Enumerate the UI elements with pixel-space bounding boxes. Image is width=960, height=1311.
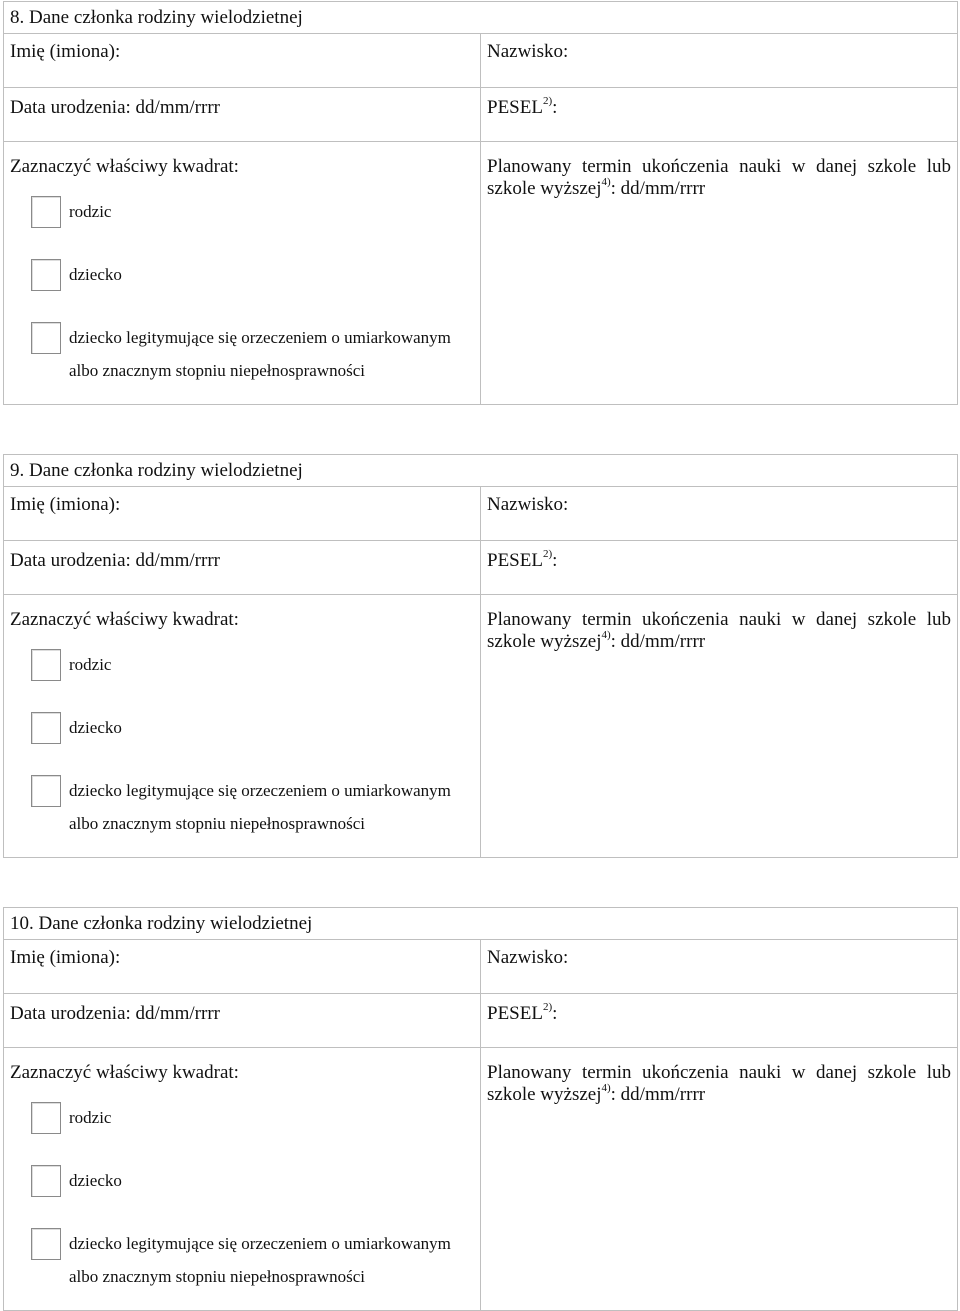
birth-date-label: Data urodzenia: dd/mm/rrrr [10, 97, 220, 118]
pesel-footnote-ref: 2) [542, 547, 553, 560]
planned-graduation-field[interactable] [481, 1048, 957, 1310]
birth-pesel-row [4, 994, 957, 1048]
checkbox-rodzic[interactable] [31, 196, 61, 228]
first-name-field[interactable] [4, 940, 481, 993]
first-name-label: Imię (imiona): [10, 41, 121, 62]
pesel-colon: : [552, 97, 558, 118]
pesel-colon: : [552, 550, 558, 571]
option-dziecko-niepelnosprawne[interactable] [31, 1228, 480, 1286]
birth-pesel-row [4, 88, 957, 142]
status-checkbox-group [4, 595, 481, 857]
planned-graduation-footnote-ref: 4) [601, 628, 611, 641]
birth-date-label: Data urodzenia: dd/mm/rrrr [10, 550, 220, 571]
status-checkbox-group [4, 142, 481, 404]
checkbox-dziecko-niepelnosprawne[interactable] [31, 322, 61, 354]
option-label-continued: albo znacznym stopniu niepełnosprawności [69, 1267, 366, 1286]
option-label: rodzic [69, 1108, 112, 1127]
option-label-continued: albo znacznym stopniu niepełnosprawności [69, 361, 366, 380]
option-dziecko[interactable] [31, 712, 480, 746]
birth-date-field[interactable] [4, 541, 481, 594]
checkbox-rodzic[interactable] [31, 649, 61, 681]
checkbox-rodzic[interactable] [31, 1102, 61, 1134]
first-name-field[interactable] [4, 487, 481, 540]
mark-instruction: Zaznaczyć właściwy kwadrat: [10, 609, 239, 630]
last-name-field[interactable] [481, 940, 957, 993]
first-name-label: Imię (imiona): [10, 947, 121, 968]
status-row [4, 1048, 957, 1310]
option-label: dziecko [69, 718, 122, 737]
checkbox-dziecko-niepelnosprawne[interactable] [31, 775, 61, 807]
mark-instruction: Zaznaczyć właściwy kwadrat: [10, 1062, 239, 1083]
birth-date-label: Data urodzenia: dd/mm/rrrr [10, 1003, 220, 1024]
name-row [4, 487, 957, 541]
mark-instruction: Zaznaczyć właściwy kwadrat: [10, 156, 239, 177]
section-title: 8. Dane członka rodziny wielodzietnej [4, 2, 957, 34]
pesel-label: PESEL [487, 550, 543, 571]
option-label-continued: albo znacznym stopniu niepełnosprawności [69, 814, 366, 833]
option-label: dziecko legitymujące się orzeczeniem o umiarkowanym [69, 1234, 451, 1253]
planned-graduation-field[interactable] [481, 595, 957, 857]
first-name-label: Imię (imiona): [10, 494, 121, 515]
pesel-field[interactable] [481, 541, 957, 594]
first-name-field[interactable] [4, 34, 481, 87]
planned-graduation-label: Planowany termin ukończenia nauki w danej szkole lub szkole wyższej [487, 1062, 951, 1105]
pesel-field[interactable] [481, 994, 957, 1047]
last-name-label: Nazwisko: [487, 947, 569, 968]
pesel-label: PESEL [487, 1003, 543, 1024]
planned-graduation-label: Planowany termin ukończenia nauki w danej szkole lub szkole wyższej [487, 609, 951, 652]
option-label: rodzic [69, 655, 112, 674]
pesel-footnote-ref: 2) [542, 1000, 553, 1013]
checkbox-dziecko[interactable] [31, 1165, 61, 1197]
birth-date-field[interactable] [4, 88, 481, 141]
section-title: 10. Dane członka rodziny wielodzietnej [4, 908, 957, 940]
planned-graduation-format: : dd/mm/rrrr [610, 631, 706, 652]
option-label: dziecko [69, 1171, 122, 1190]
checkbox-dziecko-niepelnosprawne[interactable] [31, 1228, 61, 1260]
last-name-field[interactable] [481, 487, 957, 540]
status-row [4, 595, 957, 857]
birth-pesel-row [4, 541, 957, 595]
member-section-9 [3, 454, 958, 858]
option-label: rodzic [69, 202, 112, 221]
planned-graduation-label: Planowany termin ukończenia nauki w danej szkole lub szkole wyższej [487, 156, 951, 199]
option-label: dziecko legitymujące się orzeczeniem o umiarkowanym [69, 781, 451, 800]
option-label: dziecko [69, 265, 122, 284]
option-dziecko[interactable] [31, 1165, 480, 1199]
option-rodzic[interactable] [31, 1102, 480, 1136]
last-name-label: Nazwisko: [487, 41, 569, 62]
option-rodzic[interactable] [31, 196, 480, 230]
option-dziecko[interactable] [31, 259, 480, 293]
planned-graduation-field[interactable] [481, 142, 957, 404]
section-title: 9. Dane członka rodziny wielodzietnej [4, 455, 957, 487]
option-label: dziecko legitymujące się orzeczeniem o umiarkowanym [69, 328, 451, 347]
planned-graduation-format: : dd/mm/rrrr [610, 178, 706, 199]
pesel-label: PESEL [487, 97, 543, 118]
planned-graduation-format: : dd/mm/rrrr [610, 1084, 706, 1105]
planned-graduation-footnote-ref: 4) [601, 175, 611, 188]
last-name-field[interactable] [481, 34, 957, 87]
option-dziecko-niepelnosprawne[interactable] [31, 322, 480, 380]
member-section-8 [3, 1, 958, 405]
checkbox-dziecko[interactable] [31, 712, 61, 744]
birth-date-field[interactable] [4, 994, 481, 1047]
last-name-label: Nazwisko: [487, 494, 569, 515]
name-row [4, 34, 957, 88]
checkbox-dziecko[interactable] [31, 259, 61, 291]
planned-graduation-footnote-ref: 4) [601, 1081, 611, 1094]
option-rodzic[interactable] [31, 649, 480, 683]
pesel-field[interactable] [481, 88, 957, 141]
pesel-footnote-ref: 2) [542, 94, 553, 107]
status-checkbox-group [4, 1048, 481, 1310]
name-row [4, 940, 957, 994]
option-dziecko-niepelnosprawne[interactable] [31, 775, 480, 833]
member-section-10 [3, 907, 958, 1311]
pesel-colon: : [552, 1003, 558, 1024]
status-row [4, 142, 957, 404]
